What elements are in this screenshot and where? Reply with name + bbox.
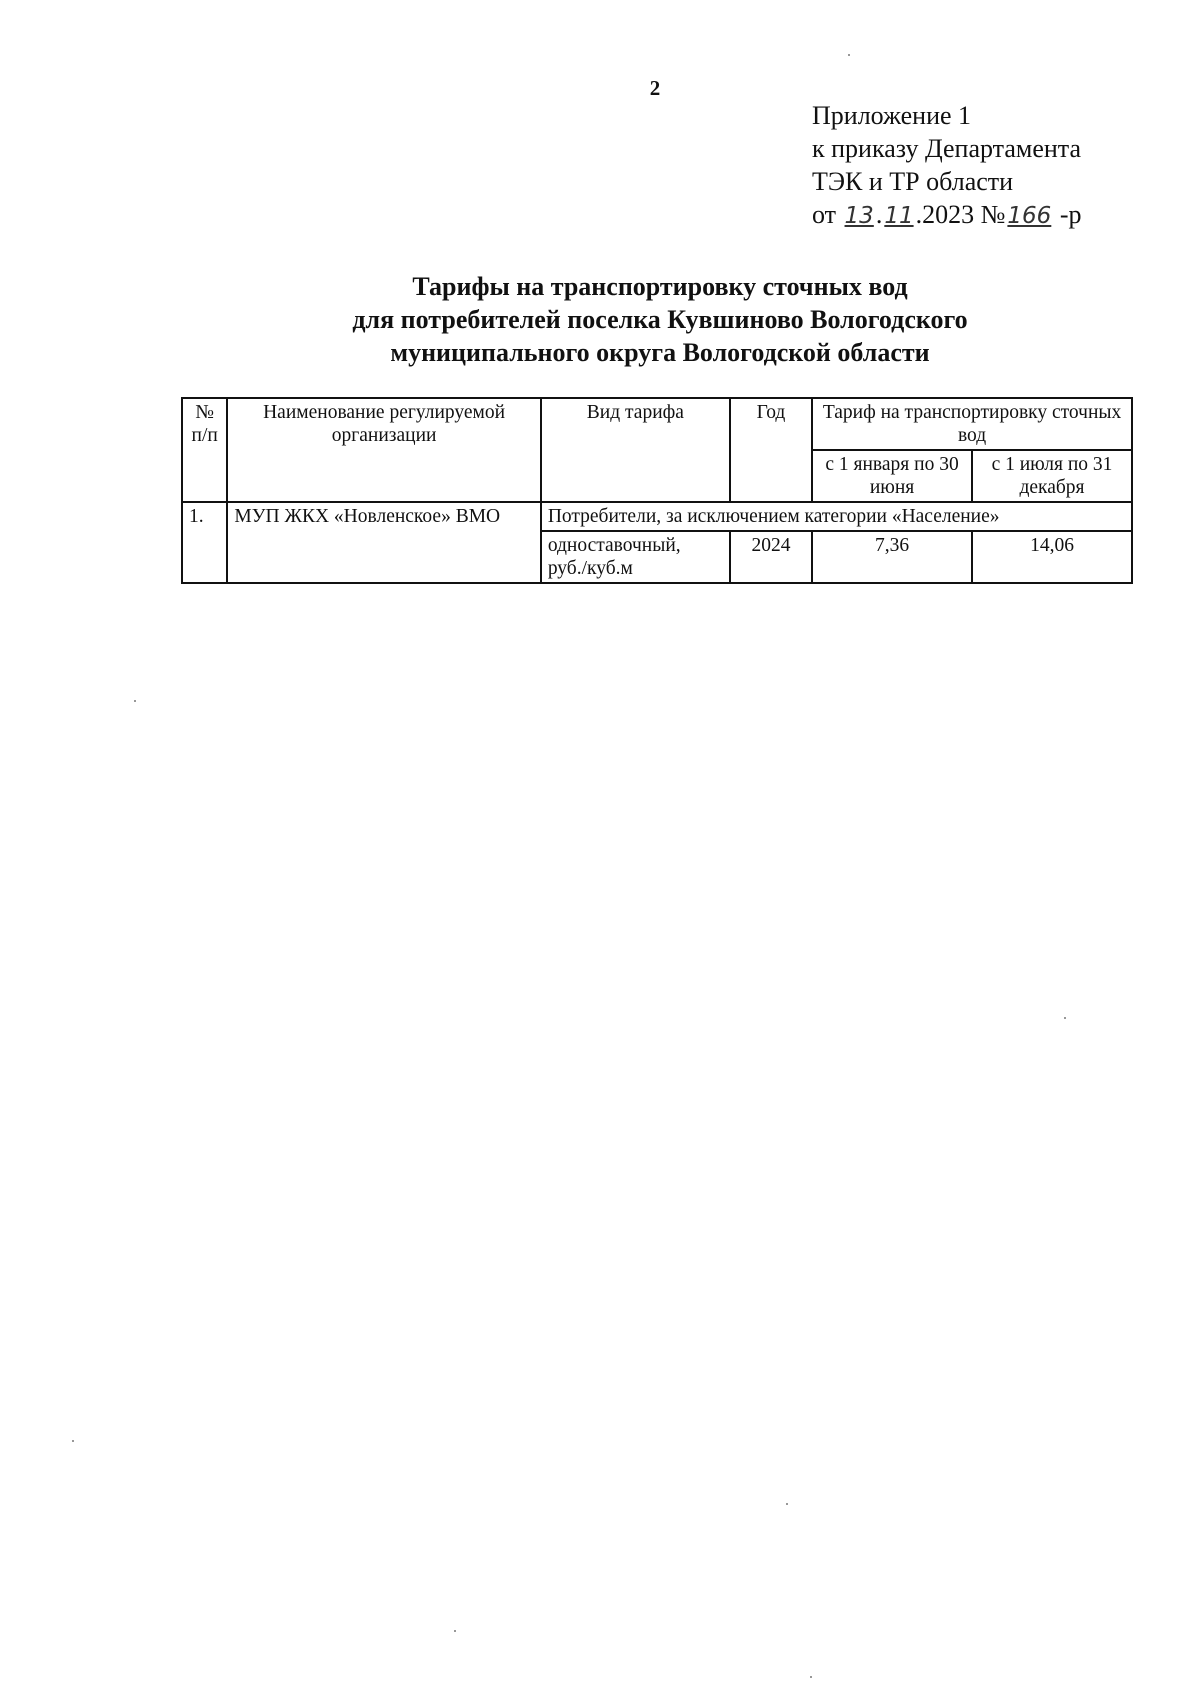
header-tariff-group: Тариф на транспортировку сточных вод: [812, 398, 1132, 450]
scan-speck: [72, 1440, 74, 1442]
header-year: Год: [730, 398, 812, 502]
header-tariff-type: Вид тарифа: [541, 398, 730, 502]
date-prefix: от: [812, 200, 837, 229]
handwritten-order-number: 166: [1007, 203, 1052, 229]
table-header-row: [182, 398, 1132, 450]
document-title: [180, 270, 1140, 369]
title-line-3: муниципального округа Вологодской области: [390, 338, 930, 367]
handwritten-day: 13: [844, 203, 874, 229]
appendix-line-3: ТЭК и ТР области: [812, 167, 1014, 196]
scan-speck: [848, 54, 850, 56]
scan-speck: [786, 1503, 788, 1505]
header-organization: Наименование регулируемой организации: [227, 398, 540, 502]
tariff-table: [181, 397, 1133, 584]
appendix-line-1: Приложение 1: [812, 101, 972, 130]
handwritten-month: 11: [884, 203, 914, 229]
title-line-1: Тарифы на транспортировку сточных вод: [412, 272, 908, 301]
scan-speck: [134, 700, 136, 702]
date-year: .2023 №: [915, 200, 1006, 229]
row-consumer-category: Потребители, за исключением категории «Население»: [541, 502, 1132, 531]
row-tariff-type: одноставочный, руб./куб.м: [541, 531, 730, 583]
row-year: 2024: [730, 531, 812, 583]
scan-speck: [454, 1630, 456, 1632]
header-number: № п/п: [182, 398, 227, 502]
date-separator: .: [875, 200, 883, 229]
order-suffix: -р: [1059, 200, 1082, 229]
title-line-2: для потребителей поселка Кувшиново Вологодского: [352, 305, 968, 334]
scan-speck: [810, 1676, 812, 1678]
page-number: 2: [649, 76, 661, 100]
row-number: 1.: [182, 502, 227, 583]
scan-speck: [1064, 1017, 1066, 1019]
table-row: [182, 502, 1132, 531]
header-period-2: с 1 июля по 31 декабря: [972, 450, 1132, 502]
row-organization: МУП ЖКХ «Новленское» ВМО: [227, 502, 540, 583]
appendix-line-2: к приказу Департамента: [812, 134, 1082, 163]
header-period-1: с 1 января по 30 июня: [812, 450, 972, 502]
appendix-block: [812, 99, 1081, 233]
row-period-2-value: 14,06: [972, 531, 1132, 583]
row-period-1-value: 7,36: [812, 531, 972, 583]
appendix-date-line: [812, 198, 1081, 233]
